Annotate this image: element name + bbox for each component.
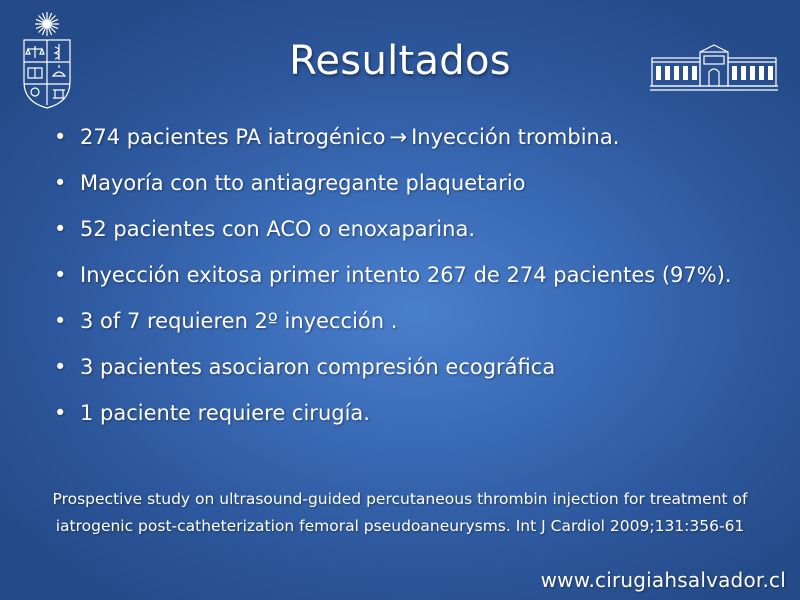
arrow-right-icon: → [389,125,408,149]
bullet-text: Mayoría con tto antiagregante plaquetario [80,171,526,195]
bullet-dot: • [54,401,67,425]
bullet-item [54,304,774,338]
bullet-text: 52 pacientes con ACO o enoxaparina. [80,217,475,241]
bullet-dot: • [54,309,67,333]
bullet-item [54,350,774,384]
citation-text: Prospective study on ultrasound-guided percutaneous thrombin injection for treatment of iatrogenic post-catheterization femoral pseudoaneurysms. Int J Cardiol 2009;131:356-61 [52,490,748,535]
bullet-item [54,258,774,292]
hospital-building-icon [650,42,778,92]
bullet-item [54,212,774,246]
bullet-dot: • [54,217,67,241]
bullet-text: 1 paciente requiere cirugía. [80,401,370,425]
bullet-dot: • [54,125,67,149]
bullet-dot: • [54,263,67,287]
bullet-text-continued: Inyección trombina. [411,125,620,149]
bullet-text: 3 pacientes asociaron compresión ecográfica [80,355,556,379]
footer-website-url: www.cirugiahsalvador.cl [540,568,786,592]
bullet-text: 274 pacientes PA iatrogénico [80,125,386,149]
slide-title: Resultados [289,38,511,84]
bullet-dot: • [54,355,67,379]
bullet-dot: • [54,171,67,195]
bullet-text: Inyección exitosa primer intento 267 de 274 pacientes (97%). [80,263,732,287]
bullet-list [54,120,774,442]
bullet-item [54,396,774,430]
bullet-item [54,120,774,154]
bullet-item [54,166,774,200]
bullet-text: 3 of 7 requieren 2º inyección . [80,309,398,333]
